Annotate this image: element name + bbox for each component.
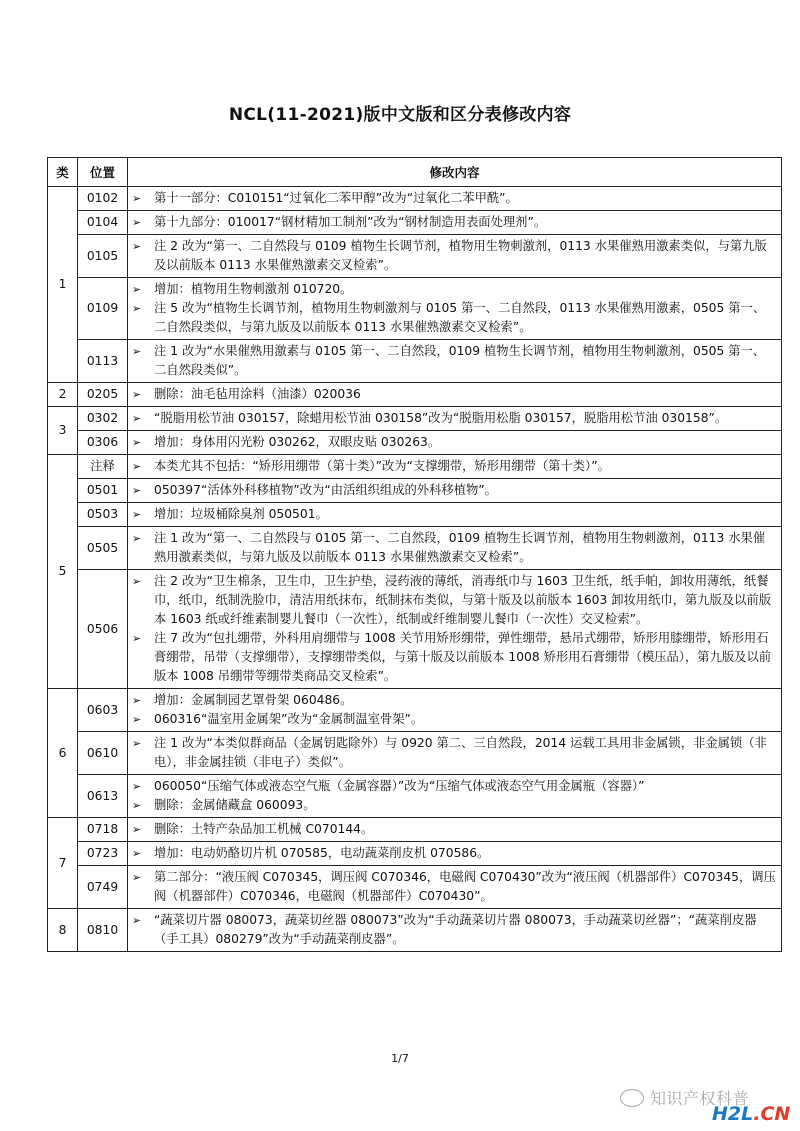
bullet-item [132, 280, 777, 299]
bullet-item [132, 189, 777, 208]
bullet-arrow-icon: ➢ [132, 737, 142, 750]
bullet-text: 注 7 改为“包扎绷带，外科用肩绷带与 1008 关节用矫形绷带，弹性绷带，悬吊式绷带，矫形用膝绷带，矫形用石膏绷带，吊带（支撑绷带），支撑绷带类似，与第十版及以前版本 1008 矫形用石膏绷带（模压品），第九版及以前版本 1008 吊绷带等绷带类商品交叉检索”。 [154, 631, 772, 683]
class-cell: 2 [48, 383, 78, 407]
site-logo-h2l: H2L [712, 1103, 754, 1125]
content-cell [128, 689, 782, 732]
content-cell [128, 527, 782, 570]
bullet-text: 050397“活体外科移植物”改为“由活组织组成的外科移植物”。 [154, 483, 497, 497]
bullet-arrow-icon: ➢ [132, 192, 142, 205]
content-cell [128, 479, 782, 503]
bullet-text: 第十九部分：010017“钢材精加工制剂”改为“钢材制造用表面处理剂”。 [154, 215, 547, 229]
bullet-text: 增加：电动奶酪切片机 070585，电动蔬菜削皮机 070586。 [154, 846, 490, 860]
bullet-text: 注 5 改为“植物生长调节剂，植物用生物刺激剂与 0105 第一、二自然段，0113 水果催熟用激素，0505 第一、二自然段类似，与第九版及以前版本 0113 水果催熟激素交叉检索”。 [154, 301, 766, 334]
class-cell: 7 [48, 818, 78, 909]
bullet-arrow-icon: ➢ [132, 460, 142, 473]
table-row [48, 842, 782, 866]
content-cell [128, 909, 782, 952]
bullet-text: 删除：油毛毡用涂料（油漆）020036 [154, 387, 361, 401]
header-content: 修改内容 [128, 158, 782, 187]
position-cell: 0610 [78, 732, 128, 775]
bullet-item [132, 691, 777, 710]
position-cell: 0810 [78, 909, 128, 952]
content-cell [128, 278, 782, 340]
bullet-text: “蔬菜切片器 080073，蔬菜切丝器 080073”改为“手动蔬菜切片器 080073，手动蔬菜切丝器”；“蔬菜削皮器（手工具）080279”改为“手动蔬菜削皮器”。 [154, 913, 757, 946]
position-cell: 0113 [78, 340, 128, 383]
bullet-arrow-icon: ➢ [132, 216, 142, 229]
bullet-text: 本类尤其不包括：“矫形用绷带（第十类）”改为“支撑绷带，矫形用绷带（第十类）”。 [154, 459, 610, 473]
bullet-item [132, 457, 777, 476]
bullet-text: 注 1 改为“水果催熟用激素与 0105 第一、二自然段，0109 植物生长调节剂，植物用生物刺激剂，0505 第一、二自然段类似”。 [154, 344, 766, 377]
watermark-text: 知识产权科普 [650, 1089, 750, 1108]
content-cell [128, 340, 782, 383]
bullet-item [132, 911, 777, 949]
site-logo-cn: CN [760, 1103, 791, 1125]
table-row [48, 235, 782, 278]
bullet-arrow-icon: ➢ [132, 302, 142, 315]
content-cell [128, 866, 782, 909]
table-header-row [48, 158, 782, 187]
bullet-arrow-icon: ➢ [132, 871, 142, 884]
bullet-item [132, 820, 777, 839]
content-cell [128, 407, 782, 431]
position-cell: 0506 [78, 570, 128, 689]
header-class: 类 [48, 158, 78, 187]
table-row [48, 775, 782, 818]
bullet-text: 注 2 改为“第一、二自然段与 0109 植物生长调节剂，植物用生物刺激剂，0113 水果催熟用激素类似，与第九版及以前版本 0113 水果催熟激素交叉检索”。 [154, 239, 767, 272]
table-row [48, 732, 782, 775]
table-row [48, 527, 782, 570]
bullet-text: 第二部分：“液压阀 C070345，调压阀 C070346，电磁阀 C070430”改为“液压阀（机器部件）C070345，调压阀（机器部件）C070346，电磁阀（机器部件）C070430”。 [154, 870, 776, 903]
position-cell: 0102 [78, 187, 128, 211]
position-cell: 0603 [78, 689, 128, 732]
bullet-item [132, 629, 777, 686]
bullet-text: 删除：土特产杂品加工机械 C070144。 [154, 822, 374, 836]
bullet-text: 增加：植物用生物刺激剂 010720。 [154, 282, 353, 296]
class-cell: 8 [48, 909, 78, 952]
bullet-text: 增加：金属制园艺罩骨架 060486。 [154, 693, 353, 707]
position-cell: 0723 [78, 842, 128, 866]
bullet-item [132, 868, 777, 906]
position-cell: 0718 [78, 818, 128, 842]
bullet-arrow-icon: ➢ [132, 484, 142, 497]
bullet-text: “脱脂用松节油 030157，除蜡用松节油 030158”改为“脱脂用松脂 030157，脱脂用松节油 030158”。 [154, 411, 728, 425]
bullet-arrow-icon: ➢ [132, 240, 142, 253]
position-cell: 0306 [78, 431, 128, 455]
table-row [48, 818, 782, 842]
bullet-arrow-icon: ➢ [132, 345, 142, 358]
position-cell: 0501 [78, 479, 128, 503]
table-row [48, 689, 782, 732]
content-cell [128, 842, 782, 866]
content-cell [128, 383, 782, 407]
table-row [48, 278, 782, 340]
site-logo [712, 1103, 790, 1125]
bullet-arrow-icon: ➢ [132, 713, 142, 726]
bullet-item [132, 505, 777, 524]
table-row [48, 187, 782, 211]
content-cell [128, 455, 782, 479]
wechat-logo-icon [620, 1089, 644, 1107]
bullet-item [132, 777, 777, 796]
table-row [48, 570, 782, 689]
content-cell [128, 732, 782, 775]
bullet-arrow-icon: ➢ [132, 694, 142, 707]
content-cell [128, 570, 782, 689]
table-row [48, 866, 782, 909]
bullet-item [132, 237, 777, 275]
table-row [48, 431, 782, 455]
bullet-arrow-icon: ➢ [132, 283, 142, 296]
bullet-text: 注 1 改为“第一、二自然段与 0105 第一、二自然段，0109 植物生长调节剂，植物用生物刺激剂，0113 水果催熟用激素类似，与第九版及以前版本 0113 水果催熟激素交叉检索”。 [154, 531, 766, 564]
bullet-arrow-icon: ➢ [132, 388, 142, 401]
class-cell: 6 [48, 689, 78, 818]
page-number: 1/7 [391, 1052, 409, 1065]
bullet-item [132, 572, 777, 629]
table-row [48, 407, 782, 431]
position-cell: 0613 [78, 775, 128, 818]
table-row [48, 909, 782, 952]
bullet-arrow-icon: ➢ [132, 632, 142, 645]
content-cell [128, 775, 782, 818]
header-position: 位置 [78, 158, 128, 187]
content-cell [128, 211, 782, 235]
table-row [48, 211, 782, 235]
position-cell: 0109 [78, 278, 128, 340]
bullet-text: 注 2 改为“卫生棉条，卫生巾，卫生护垫，浸药液的薄纸，消毒纸巾与 1603 卫生纸，纸手帕，卸妆用薄纸，纸餐巾，纸巾，纸制洗脸巾，清洁用纸抹布，纸制抹布类似，与第十版及以前版本 1603 卸妆用纸巾，第九版及以前版本 1603 纸或纤维素制婴儿餐巾（一次性），纸制或纤维制婴儿餐巾（一次性）交叉检索”。 [154, 574, 772, 626]
bullet-text: 增加：垃圾桶除臭剂 050501。 [154, 507, 328, 521]
bullet-arrow-icon: ➢ [132, 914, 142, 927]
position-cell: 0105 [78, 235, 128, 278]
bullet-item [132, 734, 777, 772]
bullet-text: 删除：金属储藏盒 060093。 [154, 798, 316, 812]
position-cell: 0505 [78, 527, 128, 570]
bullet-arrow-icon: ➢ [132, 436, 142, 449]
bullet-item [132, 299, 777, 337]
site-logo-dot: . [753, 1103, 761, 1125]
bullet-arrow-icon: ➢ [132, 575, 142, 588]
bullet-arrow-icon: ➢ [132, 508, 142, 521]
bullet-item [132, 385, 777, 404]
content-cell [128, 818, 782, 842]
table-row [48, 340, 782, 383]
bullet-item [132, 710, 777, 729]
position-cell: 0104 [78, 211, 128, 235]
content-cell [128, 431, 782, 455]
bullet-arrow-icon: ➢ [132, 799, 142, 812]
position-cell: 注释 [78, 455, 128, 479]
bullet-text: 060316“温室用金属架”改为“金属制温室骨架”。 [154, 712, 424, 726]
table-body [48, 187, 782, 952]
content-cell [128, 503, 782, 527]
bullet-arrow-icon: ➢ [132, 847, 142, 860]
revision-table [47, 157, 782, 952]
bullet-item [132, 529, 777, 567]
table-row [48, 383, 782, 407]
content-cell [128, 187, 782, 211]
bullet-arrow-icon: ➢ [132, 412, 142, 425]
table-row [48, 455, 782, 479]
bullet-arrow-icon: ➢ [132, 823, 142, 836]
bullet-text: 第十一部分：C010151“过氧化二苯甲醇”改为“过氧化二苯甲酰”。 [154, 191, 518, 205]
bullet-item [132, 844, 777, 863]
bullet-item [132, 409, 777, 428]
bullet-text: 注 1 改为“本类似群商品（金属钥匙除外）与 0920 第二、三自然段，2014 运载工具用非金属锁，非金属锁（非电），非金属挂锁（非电子）类似”。 [154, 736, 767, 769]
position-cell: 0302 [78, 407, 128, 431]
bullet-arrow-icon: ➢ [132, 780, 142, 793]
class-cell: 5 [48, 455, 78, 689]
table-row [48, 479, 782, 503]
class-cell: 1 [48, 187, 78, 383]
bullet-item [132, 433, 777, 452]
position-cell: 0749 [78, 866, 128, 909]
bullet-text: 060050“压缩气体或液态空气瓶（金属容器）”改为“压缩气体或液态空气用金属瓶（容器）” [154, 779, 645, 793]
bullet-text: 增加：身体用闪光粉 030262，双眼皮贴 030263。 [154, 435, 441, 449]
bullet-item [132, 796, 777, 815]
bullet-item [132, 481, 777, 500]
position-cell: 0205 [78, 383, 128, 407]
bullet-arrow-icon: ➢ [132, 532, 142, 545]
page-title: NCL(11-2021)版中文版和区分表修改内容 [228, 105, 572, 125]
class-cell: 3 [48, 407, 78, 455]
bullet-item [132, 213, 777, 232]
bullet-item [132, 342, 777, 380]
position-cell: 0503 [78, 503, 128, 527]
table-row [48, 503, 782, 527]
content-cell [128, 235, 782, 278]
